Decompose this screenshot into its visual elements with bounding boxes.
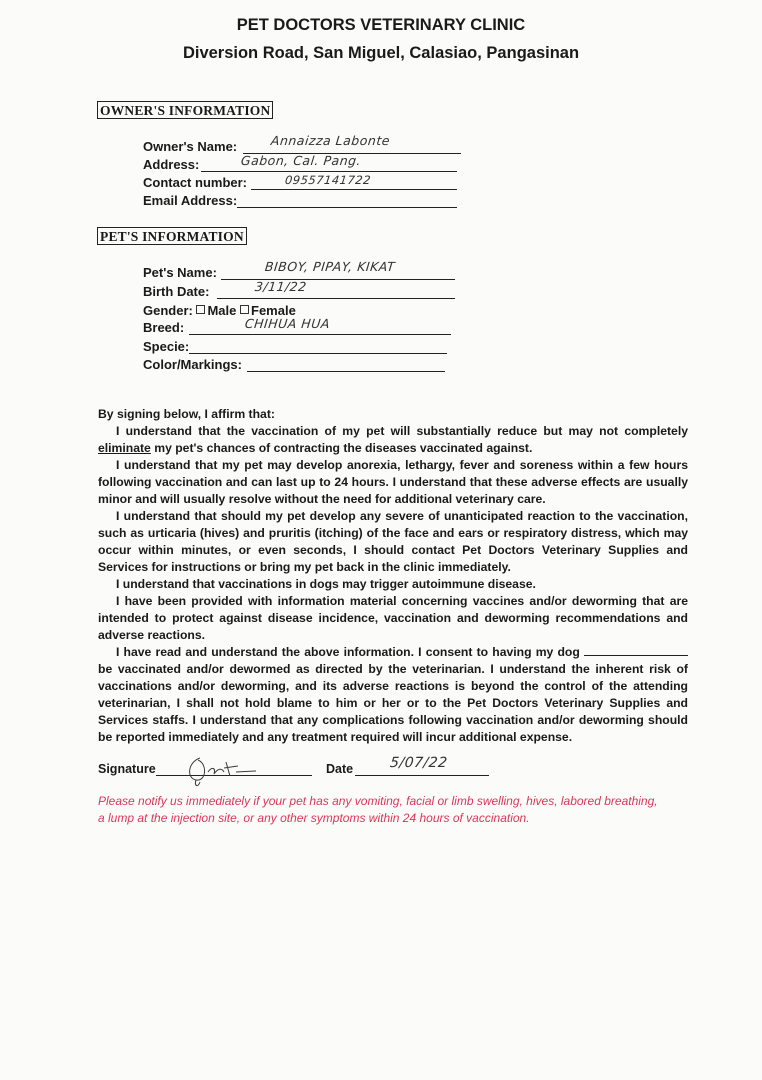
owner-contact-row xyxy=(143,175,463,193)
signature-row xyxy=(98,762,156,776)
consent-p1-part-b: my pet's chances of contracting the diseases vaccinated against. xyxy=(150,441,533,455)
date-row xyxy=(326,762,353,776)
pet-birthdate-row xyxy=(143,279,463,302)
pet-color-line xyxy=(247,371,445,372)
consent-paragraph-4: I understand that vaccinations in dogs may trigger autoimmune disease. xyxy=(116,577,536,591)
owner-contact-line xyxy=(251,189,457,190)
owner-email-line xyxy=(237,207,457,208)
consent-paragraph-6 xyxy=(98,644,688,746)
signature-label: Signature xyxy=(98,762,156,776)
owner-contact-label: Contact number: xyxy=(143,175,247,190)
female-label: Female xyxy=(251,303,296,318)
pet-birthdate-line xyxy=(217,298,455,299)
owner-email-label: Email Address: xyxy=(143,193,238,208)
pet-name-label: Pet's Name: xyxy=(143,265,217,280)
consent-p1-underlined: eliminate xyxy=(98,441,151,455)
pet-birthdate-value[interactable]: 3/11/22 xyxy=(254,279,308,294)
pet-specie-line xyxy=(189,353,447,354)
pet-breed-row xyxy=(143,316,463,338)
aftercare-notice: Please notify us immediately if your pet has any vomiting, facial or limb swelling, hives, labored breathing, a lump at the injection site, or any other symptoms within 24 hours of vaccination. xyxy=(98,794,658,825)
pet-breed-label: Breed: xyxy=(143,320,185,335)
consent-body xyxy=(98,406,688,746)
consent-intro: By signing below, I affirm that: xyxy=(98,407,275,421)
consent-paragraph-2: I understand that my pet may develop anorexia, lethargy, fever and soreness within a few hours following vaccination and can last up to 24 hours. I understand that these adverse effects are usually minor and will usually resolve without the need for additional veterinary care. xyxy=(98,458,688,506)
pet-section-title: PET'S INFORMATION xyxy=(97,227,247,245)
pet-specie-row xyxy=(143,339,463,357)
pet-color-label: Color/Markings: xyxy=(143,357,242,372)
consent-paragraph-5: I have been provided with information material concerning vaccines and/or deworming that are intended to protect against disease incidence, vaccination and deworming recommendations and adverse reactions. xyxy=(98,594,688,642)
date-label: Date xyxy=(326,762,354,776)
dog-name-blank[interactable] xyxy=(584,645,688,656)
pet-name-value[interactable]: BIBOY, PIPAY, KIKAT xyxy=(264,259,396,274)
owner-email-row xyxy=(143,193,463,211)
owner-address-line xyxy=(201,171,457,172)
female-checkbox[interactable] xyxy=(240,305,249,314)
pet-breed-line xyxy=(189,334,451,335)
consent-p1-part-a: I understand that the vaccination of my pet will substantially reduce but may not completely xyxy=(116,424,688,438)
owner-section-title: OWNER'S INFORMATION xyxy=(97,101,273,119)
pet-color-row xyxy=(143,357,463,375)
male-label: Male xyxy=(207,303,237,318)
male-checkbox[interactable] xyxy=(196,305,205,314)
owner-address-label: Address: xyxy=(143,157,200,172)
date-value[interactable]: 5/07/22 xyxy=(389,755,449,771)
consent-paragraph-3: I understand that should my pet develop any severe of unanticipated reaction to the vaccination, such as urticaria (hives) and pruritis (itching) of the face and ears or respiratory distress, which may occur within minutes, or even seconds, I should contact Pet Doctors Veterinary Supplies and Services for instructions or bring my pet back in the clinic immediately. xyxy=(98,509,688,574)
owner-name-value[interactable]: Annaizza Labonte xyxy=(270,133,391,148)
clinic-name: PET DOCTORS VETERINARY CLINIC xyxy=(236,16,526,34)
owner-address-value[interactable]: Gabon, Cal. Pang. xyxy=(240,153,362,168)
handwritten-signature xyxy=(180,752,260,790)
clinic-address: Diversion Road, San Miguel, Calasiao, Pangasinan xyxy=(182,44,580,62)
pet-gender-label: Gender: xyxy=(143,303,193,318)
date-line[interactable] xyxy=(355,775,489,776)
owner-contact-value[interactable]: 09557141722 xyxy=(284,173,372,187)
pet-birthdate-label: Birth Date: xyxy=(143,284,210,299)
consent-p6-part-b: be vaccinated and/or dewormed as directed by the veterinarian. I understand the inherent risk of vaccinations and/or deworming, and its adverse reactions is beyond the control of the attending veterinarian, I shall not hold blame to him or her or to the Pet Doctors Veterinary Supplies and Services staffs. I understand that any complications following vaccination and/or deworming should be reported immediately and any treatment required will incur additional expense. xyxy=(98,662,688,744)
pet-specie-label: Specie: xyxy=(143,339,190,354)
owner-name-label: Owner's Name: xyxy=(143,139,238,154)
consent-paragraph-1 xyxy=(98,423,688,457)
pet-breed-value[interactable]: CHIHUA HUA xyxy=(244,316,331,331)
consent-p6-part-a: I have read and understand the above information. I consent to having my dog xyxy=(116,645,580,659)
